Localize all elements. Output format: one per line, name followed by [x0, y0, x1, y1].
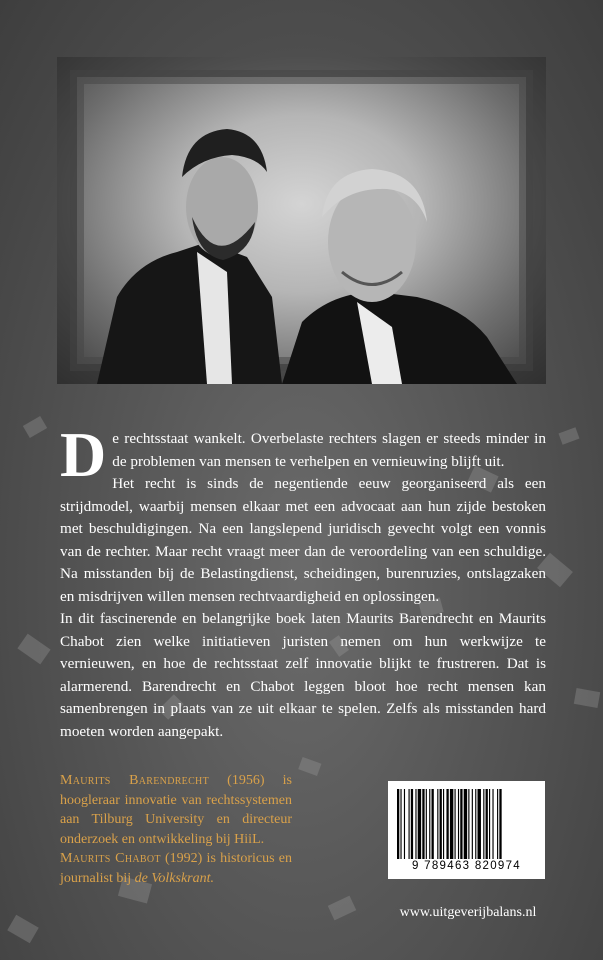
barcode-bar [460, 789, 462, 859]
barcode-bar [489, 789, 490, 859]
barcode-bar [397, 789, 399, 859]
barcode-bar [492, 789, 493, 859]
description-paragraph-3: In dit fascinerende en belangrijke boek laten Maurits Barendrecht en Maurits Chabot zien welke initiatieven juristen nemen om hun werkwijze te vernieuwen, en hoe de rechtsstaat zelf innovatie blijkt te frustreren. Dat is alarmerend. Barendrecht en Chabot leggen bloot hoe recht mensen kan samenbrengen in plaats van ze uit elkaar te spelen. Zelfs als misstanden hard moeten worden aangepakt. [60, 610, 546, 740]
barcode-bar [426, 789, 427, 859]
barcode-bar [404, 789, 405, 859]
author-1-bio-text: (1956) is hoogleraar innovatie van rechtssystemen aan Tilburg University en directeur onderzoek en ontwikkeling bij HiiL. [60, 773, 292, 847]
description-paragraph-1-text: e rechtsstaat wankelt. Overbelaste rechters slagen er steeds minder in de problemen van mensen te verhelpen en vernieuwing blijft uit. [112, 430, 546, 470]
barcode-bar [497, 789, 498, 859]
barcode-bar [486, 789, 488, 859]
barcode-bar [475, 789, 476, 859]
newspaper-name: de Volkskrant. [134, 870, 214, 886]
right-person-silhouette [282, 169, 517, 384]
barcode-bar [432, 789, 434, 859]
left-person-silhouette [97, 129, 282, 384]
isbn-barcode [388, 781, 545, 879]
barcode-bar [478, 789, 481, 859]
barcode-bar [443, 789, 444, 859]
barcode-bar [472, 789, 473, 859]
barcode-bar [464, 789, 467, 859]
back-cover-description [60, 419, 546, 743]
barcode-bar [440, 789, 442, 859]
barcode-bar [411, 789, 413, 859]
drop-cap: D [60, 419, 107, 490]
barcode-bar [418, 789, 421, 859]
isbn-number: 9 789463 820974 [411, 860, 522, 872]
author-2-bio-text: (1992) is historicus en journalist bij [60, 851, 292, 886]
description-paragraph-2: Het recht is sinds de negentiende eeuw georganiseerd als een strijdmodel, waarbij mensen elkaar met een advocaat aan hun zijde bestoken met beschuldigingen. Na een langslepend juridisch gevecht volgt een vonnis van de rechter. Maar recht vraagt meer dan de veroordeling van een schuldige. Na misstanden bij de Belastingdienst, scheidingen, burenruzies, ontslagzaken en misdrijven willen mensen rechtvaardigheid en oplossingen. [60, 475, 546, 605]
barcode-bar [415, 789, 416, 859]
barcode-bar [468, 789, 469, 859]
barcode-bar [450, 789, 453, 859]
publisher-website: www.uitgeverijbalans.nl [399, 905, 537, 920]
barcode-bars [397, 789, 536, 859]
barcode-bar [455, 789, 456, 859]
barcode-bar [458, 789, 459, 859]
barcode-bar [446, 789, 448, 859]
author-2-name: Maurits Chabot [60, 851, 161, 867]
author-1-name: Maurits Barendrecht [60, 773, 209, 788]
author-bio-1 [60, 771, 292, 849]
barcode-bar [422, 789, 424, 859]
barcode-bar [483, 789, 484, 859]
barcode-bar [499, 789, 501, 859]
barcode-bar [409, 789, 410, 859]
barcode-bar [437, 789, 438, 859]
author-bio-2 [60, 849, 292, 888]
barcode-bar [429, 789, 430, 859]
description-paragraph-1 [60, 419, 546, 490]
author-portrait-photo [57, 57, 546, 384]
author-bios [60, 771, 292, 889]
barcode-bar [400, 789, 401, 859]
